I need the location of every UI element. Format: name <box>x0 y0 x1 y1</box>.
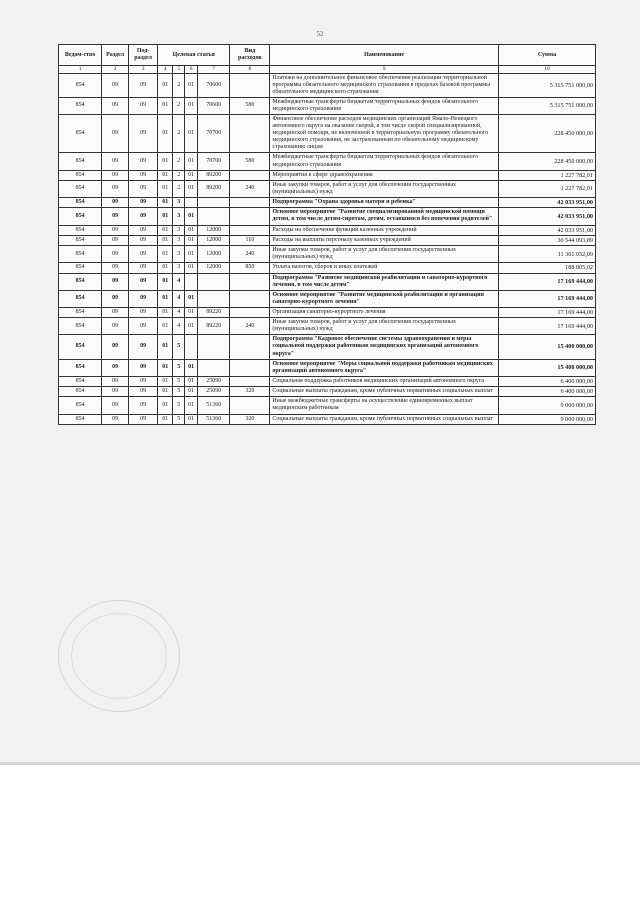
cell-vid <box>230 397 270 414</box>
cell-ved: 854 <box>59 414 102 424</box>
cell-sum: 188 805,02 <box>498 263 595 273</box>
table-row <box>59 97 596 114</box>
cell-target-event <box>185 273 198 290</box>
table-row <box>59 115 596 153</box>
cell-razdel: 09 <box>102 387 129 397</box>
table-row <box>59 387 596 397</box>
cell-razdel: 09 <box>102 263 129 273</box>
cell-podrazdel: 09 <box>129 235 158 245</box>
cell-target-subprogram: 3 <box>173 246 185 263</box>
cell-target-code <box>198 273 230 290</box>
cell-target-program: 01 <box>158 225 173 235</box>
column-number: 8 <box>230 66 270 73</box>
cell-target-code <box>198 198 230 208</box>
cell-vid <box>230 225 270 235</box>
cell-vid: 240 <box>230 318 270 335</box>
header-podrazdel: Под-раздел <box>129 45 158 66</box>
cell-name: Иные закупки товаров, работ и услуг для обеспечения государственных (муниципальных) нужд <box>270 246 499 263</box>
column-number-row <box>59 66 596 73</box>
cell-vid <box>230 208 270 225</box>
cell-ved: 854 <box>59 153 102 170</box>
cell-target-event: 01 <box>185 387 198 397</box>
cell-name: Социальная поддержка работников медицинских организаций автономного округа <box>270 376 499 386</box>
table-row <box>59 335 596 359</box>
cell-podrazdel: 09 <box>129 307 158 317</box>
cell-razdel: 09 <box>102 170 129 180</box>
cell-target-code: 25090 <box>198 387 230 397</box>
cell-target-code: 89200 <box>198 170 230 180</box>
cell-vid <box>230 198 270 208</box>
cell-target-event: 01 <box>185 115 198 153</box>
cell-vid <box>230 376 270 386</box>
cell-target-subprogram: 3 <box>173 225 185 235</box>
cell-sum: 15 400 000,00 <box>498 359 595 376</box>
cell-podrazdel: 09 <box>129 359 158 376</box>
scan-edge-divider <box>0 762 640 765</box>
cell-name: Социальные выплаты гражданам, кроме публичных нормативных социальных выплат <box>270 414 499 424</box>
table-row <box>59 180 596 197</box>
cell-target-code <box>198 335 230 359</box>
cell-target-event: 01 <box>185 170 198 180</box>
cell-name: Основное мероприятие "Развитие специализированной медицинской помощи детям, в том числе детям-сиротам, детям, оставшимся без попечения родителей" <box>270 208 499 225</box>
cell-sum: 30 544 093,89 <box>498 235 595 245</box>
cell-target-program: 01 <box>158 335 173 359</box>
cell-vid: 320 <box>230 414 270 424</box>
cell-vid <box>230 290 270 307</box>
cell-podrazdel: 09 <box>129 263 158 273</box>
cell-target-program: 01 <box>158 318 173 335</box>
cell-target-program: 01 <box>158 73 173 97</box>
cell-target-subprogram: 5 <box>173 335 185 359</box>
cell-target-program: 01 <box>158 263 173 273</box>
cell-razdel: 09 <box>102 318 129 335</box>
cell-sum: 17 169 444,00 <box>498 318 595 335</box>
cell-razdel: 09 <box>102 290 129 307</box>
cell-vid: 320 <box>230 387 270 397</box>
cell-target-program: 01 <box>158 376 173 386</box>
cell-razdel: 09 <box>102 335 129 359</box>
cell-target-subprogram: 2 <box>173 153 185 170</box>
table-body <box>59 73 596 424</box>
cell-ved: 854 <box>59 97 102 114</box>
cell-target-code: 51360 <box>198 397 230 414</box>
table-row <box>59 414 596 424</box>
cell-target-event: 01 <box>185 180 198 197</box>
cell-target-code <box>198 359 230 376</box>
cell-name: Расходы на выплаты персоналу казенных учреждений <box>270 235 499 245</box>
cell-ved: 854 <box>59 235 102 245</box>
cell-razdel: 09 <box>102 97 129 114</box>
cell-target-program: 01 <box>158 359 173 376</box>
column-number: 3 <box>129 66 158 73</box>
cell-target-code: 12000 <box>198 246 230 263</box>
cell-sum: 1 227 782,01 <box>498 180 595 197</box>
cell-name: Межбюджетные трансферты бюджетам территориальных фондов обязательного медицинского страхования <box>270 97 499 114</box>
cell-target-program: 01 <box>158 235 173 245</box>
column-number: 9 <box>270 66 499 73</box>
cell-vid <box>230 359 270 376</box>
cell-name: Иные закупки товаров, работ и услуг для обеспечения государственных (муниципальных) нужд <box>270 180 499 197</box>
cell-sum: 17 169 444,00 <box>498 290 595 307</box>
cell-target-event: 01 <box>185 263 198 273</box>
table-row <box>59 397 596 414</box>
header-vid: Вид расходов <box>230 45 270 66</box>
table-row <box>59 263 596 273</box>
cell-podrazdel: 09 <box>129 170 158 180</box>
cell-podrazdel: 09 <box>129 208 158 225</box>
cell-ved: 854 <box>59 180 102 197</box>
cell-name: Иные закупки товаров, работ и услуг для обеспечения государственных (муниципальных) нужд <box>270 318 499 335</box>
cell-target-program: 01 <box>158 198 173 208</box>
cell-ved: 854 <box>59 170 102 180</box>
cell-target-event: 01 <box>185 225 198 235</box>
cell-podrazdel: 09 <box>129 273 158 290</box>
cell-name: Межбюджетные трансферты бюджетам территориальных фондов обязательного медицинского страхования <box>270 153 499 170</box>
cell-target-subprogram: 3 <box>173 198 185 208</box>
cell-razdel: 09 <box>102 307 129 317</box>
cell-name: Организация санаторно-курортного лечения <box>270 307 499 317</box>
cell-vid: 580 <box>230 153 270 170</box>
cell-target-code: 89200 <box>198 180 230 197</box>
cell-name: Подпрограмма "Кадровое обеспечение системы здравоохранения и меры социальной поддержки работников медицинских организаций автономного округа" <box>270 335 499 359</box>
cell-sum: 6 400 000,00 <box>498 387 595 397</box>
cell-razdel: 09 <box>102 376 129 386</box>
cell-razdel: 09 <box>102 73 129 97</box>
cell-ved: 854 <box>59 307 102 317</box>
header-target: Целевая статья <box>158 45 230 66</box>
cell-razdel: 09 <box>102 397 129 414</box>
cell-ved: 854 <box>59 263 102 273</box>
cell-target-subprogram: 2 <box>173 97 185 114</box>
cell-ved: 854 <box>59 387 102 397</box>
cell-target-code: 70600 <box>198 97 230 114</box>
cell-target-subprogram: 5 <box>173 397 185 414</box>
cell-target-event: 01 <box>185 359 198 376</box>
cell-target-subprogram: 4 <box>173 318 185 335</box>
cell-name: Мероприятия в сфере здравоохранения <box>270 170 499 180</box>
cell-target-subprogram: 5 <box>173 376 185 386</box>
cell-target-program: 01 <box>158 290 173 307</box>
cell-podrazdel: 09 <box>129 225 158 235</box>
cell-target-event: 01 <box>185 290 198 307</box>
cell-sum: 42 033 951,00 <box>498 198 595 208</box>
cell-target-subprogram: 5 <box>173 414 185 424</box>
table-row <box>59 318 596 335</box>
cell-name: Расходы на обеспечение функций казенных учреждений <box>270 225 499 235</box>
cell-podrazdel: 09 <box>129 153 158 170</box>
cell-target-subprogram: 2 <box>173 180 185 197</box>
cell-name: Платежи на дополнительное финансовое обеспечение реализации территориальной программы обязательного медицинского страхования в пределах базовой программы обязательного медицинского страхования <box>270 73 499 97</box>
header-ved: Ведом-ство <box>59 45 102 66</box>
cell-razdel: 09 <box>102 225 129 235</box>
cell-target-event <box>185 198 198 208</box>
cell-sum: 17 169 444,00 <box>498 273 595 290</box>
table-row <box>59 208 596 225</box>
cell-name: Подпрограмма "Развитие медицинской реабилитации и санаторно-курортного лечения, в том числе детям" <box>270 273 499 290</box>
cell-podrazdel: 09 <box>129 290 158 307</box>
stamp-inner-ring <box>71 613 167 699</box>
column-number: 4 <box>158 66 173 73</box>
budget-table <box>58 44 596 425</box>
cell-target-subprogram: 5 <box>173 359 185 376</box>
cell-target-event <box>185 335 198 359</box>
cell-ved: 854 <box>59 318 102 335</box>
cell-target-event: 01 <box>185 73 198 97</box>
cell-target-program: 01 <box>158 208 173 225</box>
table-row <box>59 290 596 307</box>
cell-target-code <box>198 208 230 225</box>
cell-target-code: 89220 <box>198 318 230 335</box>
cell-vid <box>230 115 270 153</box>
cell-target-program: 01 <box>158 170 173 180</box>
cell-razdel: 09 <box>102 198 129 208</box>
cell-target-subprogram: 4 <box>173 290 185 307</box>
cell-sum: 5 315 751 000,00 <box>498 97 595 114</box>
header-sum: Сумма <box>498 45 595 66</box>
table-row <box>59 170 596 180</box>
cell-target-program: 01 <box>158 273 173 290</box>
cell-sum: 6 400 000,00 <box>498 376 595 386</box>
table-row <box>59 376 596 386</box>
cell-target-event: 01 <box>185 246 198 263</box>
cell-sum: 228 450 000,00 <box>498 115 595 153</box>
cell-podrazdel: 09 <box>129 97 158 114</box>
cell-podrazdel: 09 <box>129 414 158 424</box>
cell-target-event: 01 <box>185 97 198 114</box>
cell-vid <box>230 170 270 180</box>
column-number: 5 <box>173 66 185 73</box>
cell-target-subprogram: 3 <box>173 235 185 245</box>
cell-podrazdel: 09 <box>129 73 158 97</box>
cell-sum: 42 033 951,00 <box>498 225 595 235</box>
cell-target-subprogram: 2 <box>173 73 185 97</box>
cell-ved: 854 <box>59 335 102 359</box>
cell-target-code: 12000 <box>198 225 230 235</box>
column-number: 2 <box>102 66 129 73</box>
table-row <box>59 307 596 317</box>
cell-razdel: 09 <box>102 273 129 290</box>
cell-sum: 9 000 000,00 <box>498 414 595 424</box>
cell-target-code: 51360 <box>198 414 230 424</box>
cell-target-event: 01 <box>185 208 198 225</box>
cell-name: Основное мероприятие "Развитие медицинской реабилитации и организация санаторно-курортного лечения" <box>270 290 499 307</box>
cell-target-subprogram: 3 <box>173 263 185 273</box>
column-number: 7 <box>198 66 230 73</box>
cell-target-subprogram: 2 <box>173 170 185 180</box>
cell-name: Уплата налогов, сборов и иных платежей <box>270 263 499 273</box>
cell-ved: 854 <box>59 376 102 386</box>
cell-vid: 240 <box>230 246 270 263</box>
cell-target-code: 89220 <box>198 307 230 317</box>
column-number: 1 <box>59 66 102 73</box>
cell-target-program: 01 <box>158 153 173 170</box>
cell-target-subprogram: 4 <box>173 307 185 317</box>
cell-podrazdel: 09 <box>129 397 158 414</box>
cell-sum: 9 000 000,00 <box>498 397 595 414</box>
table-row <box>59 198 596 208</box>
cell-target-program: 01 <box>158 307 173 317</box>
cell-name: Иные межбюджетные трансферты на осуществление единовременных выплат медицинским работникам <box>270 397 499 414</box>
cell-razdel: 09 <box>102 359 129 376</box>
cell-target-program: 01 <box>158 97 173 114</box>
cell-name: Основное мероприятие "Меры социальной поддержки работникам медицинских организаций автономного округа" <box>270 359 499 376</box>
cell-sum: 42 033 951,00 <box>498 208 595 225</box>
cell-podrazdel: 09 <box>129 198 158 208</box>
cell-target-program: 01 <box>158 387 173 397</box>
cell-vid: 580 <box>230 97 270 114</box>
cell-ved: 854 <box>59 290 102 307</box>
cell-sum: 228 450 000,00 <box>498 153 595 170</box>
cell-sum: 15 400 000,00 <box>498 335 595 359</box>
cell-sum: 1 227 782,01 <box>498 170 595 180</box>
cell-ved: 854 <box>59 273 102 290</box>
cell-target-subprogram: 5 <box>173 387 185 397</box>
cell-target-code: 70700 <box>198 115 230 153</box>
cell-podrazdel: 09 <box>129 115 158 153</box>
cell-sum: 17 169 444,00 <box>498 307 595 317</box>
cell-ved: 854 <box>59 225 102 235</box>
page-number: 52 <box>316 30 324 38</box>
cell-target-subprogram: 3 <box>173 208 185 225</box>
cell-target-code <box>198 290 230 307</box>
cell-ved: 854 <box>59 198 102 208</box>
cell-vid <box>230 307 270 317</box>
cell-target-code: 70700 <box>198 153 230 170</box>
cell-ved: 854 <box>59 397 102 414</box>
cell-podrazdel: 09 <box>129 318 158 335</box>
faded-stamp <box>58 600 180 712</box>
cell-target-program: 01 <box>158 115 173 153</box>
table-row <box>59 153 596 170</box>
cell-ved: 854 <box>59 359 102 376</box>
cell-target-program: 01 <box>158 414 173 424</box>
cell-vid <box>230 335 270 359</box>
cell-sum: 11 301 052,09 <box>498 246 595 263</box>
cell-razdel: 09 <box>102 414 129 424</box>
column-number: 10 <box>498 66 595 73</box>
cell-target-program: 01 <box>158 180 173 197</box>
cell-target-code: 12000 <box>198 235 230 245</box>
cell-podrazdel: 09 <box>129 387 158 397</box>
cell-razdel: 09 <box>102 235 129 245</box>
cell-name: Социальные выплаты гражданам, кроме публичных нормативных социальных выплат <box>270 387 499 397</box>
cell-razdel: 09 <box>102 115 129 153</box>
cell-ved: 854 <box>59 73 102 97</box>
cell-target-subprogram: 4 <box>173 273 185 290</box>
cell-vid <box>230 73 270 97</box>
cell-ved: 854 <box>59 115 102 153</box>
table-row <box>59 73 596 97</box>
cell-target-subprogram: 2 <box>173 115 185 153</box>
table-row <box>59 246 596 263</box>
cell-target-program: 01 <box>158 397 173 414</box>
header-row <box>59 45 596 66</box>
cell-target-event: 01 <box>185 397 198 414</box>
table-row <box>59 225 596 235</box>
table-row <box>59 359 596 376</box>
cell-target-event: 01 <box>185 376 198 386</box>
table-row <box>59 235 596 245</box>
cell-vid <box>230 273 270 290</box>
cell-target-event: 01 <box>185 414 198 424</box>
header-razdel: Раздел <box>102 45 129 66</box>
cell-razdel: 09 <box>102 180 129 197</box>
cell-name: Финансовое обеспечение расходов медицинских организаций Ямало-Ненецкого автономного округа на оказание скорой, в том числе скорой специализированной, медицинской помощи, не включенной в территориальную программу обязательного медицинского страхования, не застрахованным по обязательному медицинскому страхованию лицам <box>270 115 499 153</box>
cell-target-event: 01 <box>185 307 198 317</box>
cell-ved: 854 <box>59 208 102 225</box>
cell-podrazdel: 09 <box>129 180 158 197</box>
cell-sum: 5 315 751 000,00 <box>498 73 595 97</box>
column-number: 6 <box>185 66 198 73</box>
cell-podrazdel: 09 <box>129 246 158 263</box>
cell-target-program: 01 <box>158 246 173 263</box>
cell-razdel: 09 <box>102 246 129 263</box>
cell-target-code: 12000 <box>198 263 230 273</box>
cell-target-event: 01 <box>185 153 198 170</box>
cell-target-code: 25090 <box>198 376 230 386</box>
cell-vid: 240 <box>230 180 270 197</box>
header-name: Наименование <box>270 45 499 66</box>
cell-target-code: 70600 <box>198 73 230 97</box>
table-row <box>59 273 596 290</box>
cell-ved: 854 <box>59 246 102 263</box>
cell-target-event: 01 <box>185 318 198 335</box>
cell-vid: 850 <box>230 263 270 273</box>
cell-podrazdel: 09 <box>129 335 158 359</box>
cell-target-event: 01 <box>185 235 198 245</box>
cell-podrazdel: 09 <box>129 376 158 386</box>
cell-name: Подпрограмма "Охрана здоровья матери и ребенка" <box>270 198 499 208</box>
cell-razdel: 09 <box>102 208 129 225</box>
cell-vid: 110 <box>230 235 270 245</box>
cell-razdel: 09 <box>102 153 129 170</box>
